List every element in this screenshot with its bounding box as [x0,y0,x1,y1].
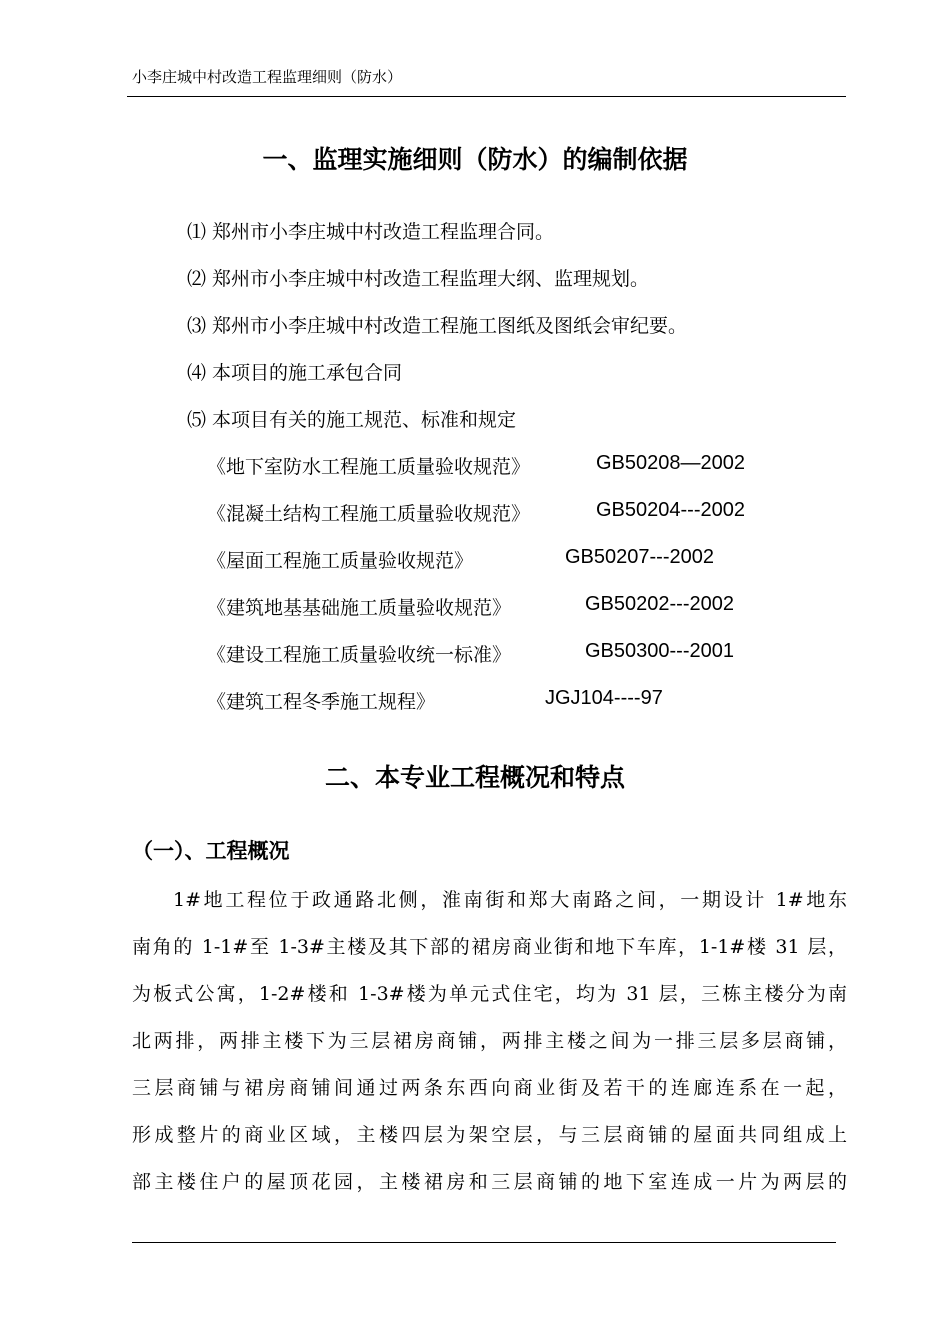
header-divider [127,96,846,97]
section2-title: 二、本专业工程概况和特点 [324,763,625,792]
paragraph-line: 三层商铺与裙房商铺间通过两条东西向商业街及若干的连廊连系在一起， [132,1077,847,1099]
standard-code: GB50202---2002 [585,593,734,615]
basis-item: ⑷ 本项目的施工承包合同 [187,362,403,384]
standard-code: GB50204---2002 [596,499,745,521]
paragraph-line: 部主楼住户的屋顶花园，主楼裙房和三层商铺的地下室连成一片为两层的 [132,1171,847,1193]
subsection-title: （一）、工程概况 [132,839,290,863]
standard-code: GB50207---2002 [565,546,714,568]
standard-code: JGJ104----97 [545,687,663,709]
header-title: 小李庄城中村改造工程监理细则（防水） [132,68,403,86]
paragraph-line: 为板式公寓，1-2#楼和 1-3#楼为单元式住宅，均为 31 层，三栋主楼分为南 [132,983,847,1005]
standard-name: 《地下室防水工程施工质量验收规范》 [207,456,531,478]
paragraph-line: 北两排，两排主楼下为三层裙房商铺，两排主楼之间为一排三层多层商铺， [132,1030,847,1052]
basis-item: ⑶ 郑州市小李庄城中村改造工程施工图纸及图纸会审纪要。 [187,315,688,337]
standard-name: 《建设工程施工质量验收统一标准》 [207,644,512,666]
basis-item: ⑵ 郑州市小李庄城中村改造工程监理大纲、监理规划。 [187,268,650,290]
paragraph-line: 形成整片的商业区域，主楼四层为架空层，与三层商铺的屋面共同组成上 [132,1124,847,1146]
standard-name: 《混凝土结构工程施工质量验收规范》 [207,503,531,525]
basis-item: ⑸ 本项目有关的施工规范、标准和规定 [187,409,517,431]
standard-code: GB50300---2001 [585,640,734,662]
standard-name: 《建筑地基基础施工质量验收规范》 [207,597,512,619]
standard-name: 《建筑工程冬季施工规程》 [207,691,436,713]
standard-code: GB50208—2002 [596,452,746,474]
footer-divider [132,1242,836,1243]
paragraph-line: 1#地工程位于政通路北侧，淮南街和郑大南路之间，一期设计 1#地东 [173,889,847,911]
basis-item: ⑴ 郑州市小李庄城中村改造工程监理合同。 [187,221,555,243]
standard-name: 《屋面工程施工质量验收规范》 [207,550,474,572]
paragraph-line: 南角的 1-1#至 1-3#主楼及其下部的裙房商业街和地下车库，1-1#楼 31 层， [132,936,847,958]
section1-title: 一、监理实施细则（防水）的编制依据 [262,145,688,174]
